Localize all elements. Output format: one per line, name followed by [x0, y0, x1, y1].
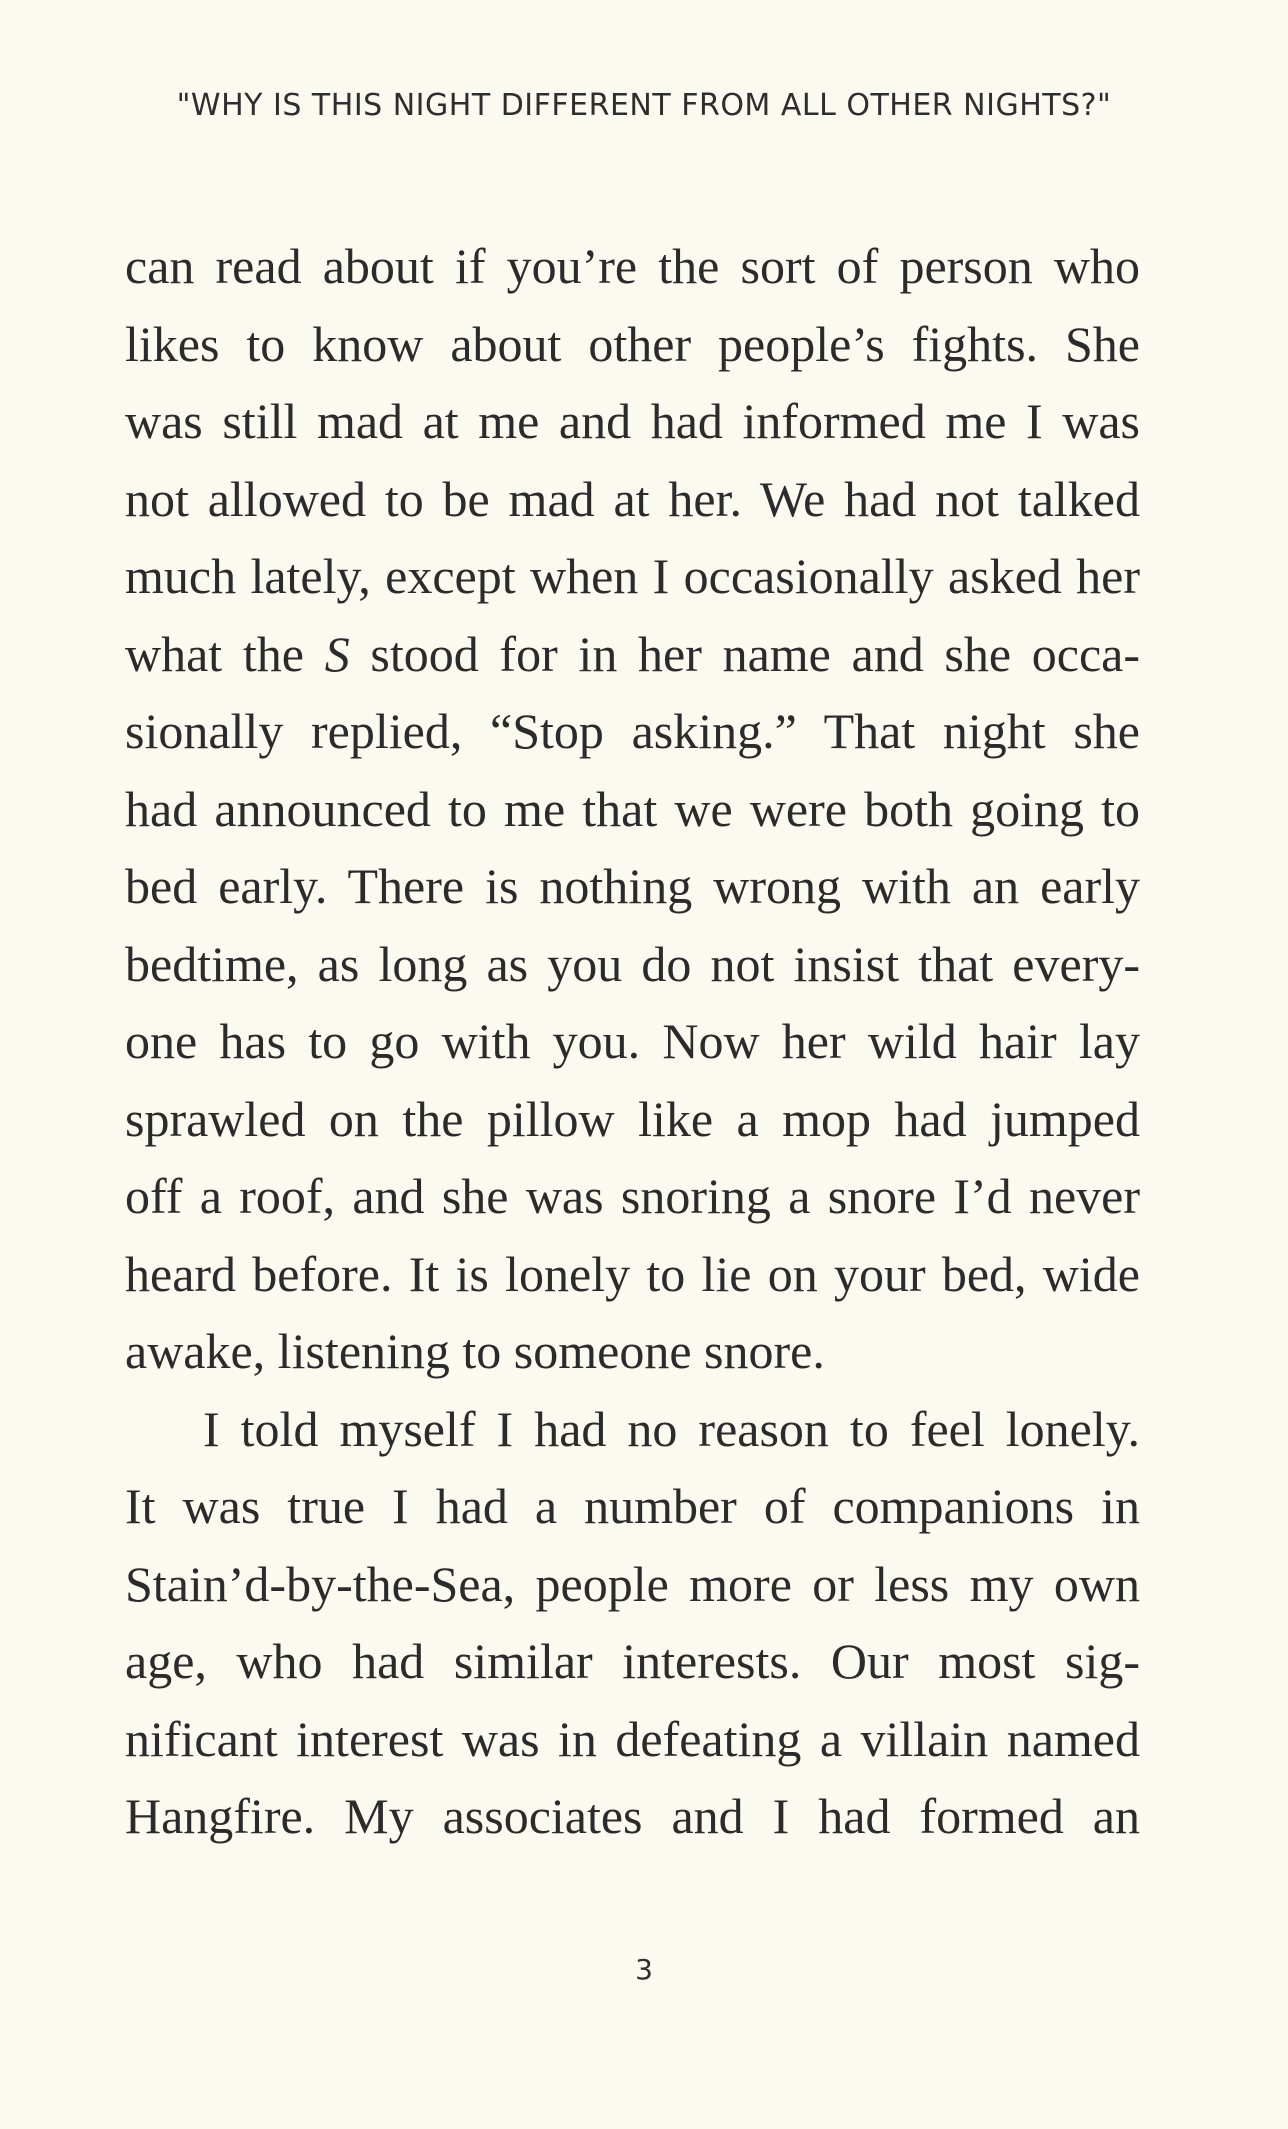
text-line: bed early. There is nothing wrong with an early [125, 858, 1140, 914]
text-line: was still mad at me and had informed me I was [125, 393, 1140, 449]
text-line: age, who had similar interests. Our most sig- [125, 1633, 1140, 1689]
text-line: bedtime, as long as you do not insist that every- [125, 935, 1140, 992]
text-line: one has to go with you. Now her wild hair lay [125, 1013, 1140, 1069]
text-line: It was true I had a number of companions in [125, 1478, 1140, 1534]
text-line: I told myself I had no reason to feel lonely. [203, 1400, 1140, 1457]
text-line: sionally replied, “Stop asking.” That night she [125, 703, 1140, 759]
running-head: "WHY IS THIS NIGHT DIFFERENT FROM ALL OTHER NIGHTS?" [176, 88, 1112, 123]
text-line: off a roof, and she was snoring a snore I’d never [125, 1168, 1140, 1224]
text-line: can read about if you’re the sort of person who [125, 238, 1140, 294]
text-line: Stain’d-by-the-Sea, people more or less my own [125, 1555, 1140, 1612]
text-line: not allowed to be mad at her. We had not talked [125, 470, 1140, 527]
text-line: much lately, except when I occasionally asked her [125, 548, 1140, 604]
body-text [125, 228, 1140, 1856]
text-line: had announced to me that we were both going to [125, 780, 1140, 837]
page-number: 3 [635, 1953, 653, 1986]
text-line: Hangfire. My associates and I had formed an [125, 1788, 1140, 1844]
text-segment: what the [125, 625, 325, 682]
text-line-with-italic [125, 616, 1140, 694]
text-line: heard before. It is lonely to lie on your bed, wide [125, 1245, 1140, 1302]
italic-letter: S [324, 625, 350, 682]
text-segment: stood for in her name and she occa- [349, 625, 1140, 682]
text-line: nificant interest was in defeating a villain named [125, 1710, 1140, 1767]
text-line: sprawled on the pillow like a mop had jumped [125, 1090, 1140, 1147]
text-line: awake, listening to someone snore. [125, 1323, 825, 1379]
text-line: likes to know about other people’s fights. She [125, 315, 1140, 372]
